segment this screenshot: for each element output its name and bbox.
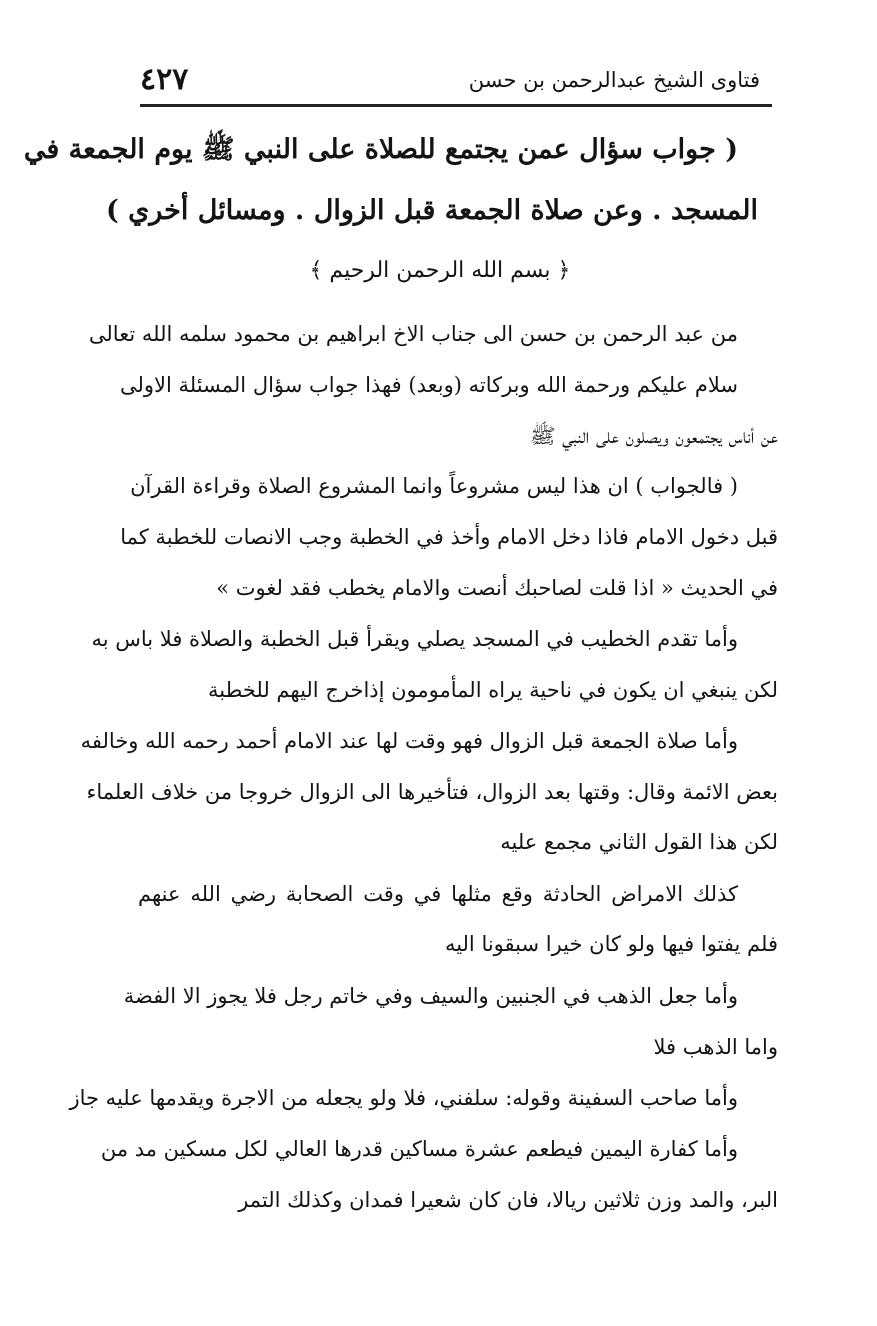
text-line: البر، والمد وزن ثلاثين ريالا، فان كان شعيرا فمدان وكذلك التمر — [238, 1188, 778, 1212]
text-line: لكن هذا القول الثاني مجمع عليه — [500, 830, 778, 854]
text-line: قبل دخول الامام فاذا دخل الامام وأخذ في الخطبة وجب الانصات للخطبة كما — [120, 525, 778, 549]
text-line: فلم يفتوا فيها ولو كان خيرا سبقونا اليه — [444, 932, 778, 956]
text-line: من عبد الرحمن بن حسن الى جناب الاخ ابراهيم بن محمود سلمه الله تعالى — [88, 322, 738, 346]
running-title: فتاوى الشيخ عبدالرحمن بن حسن — [468, 68, 760, 92]
text-line: ( فالجواب ) ان هذا ليس مشروعاً وانما المشروع الصلاة وقراءة القرآن — [130, 474, 738, 498]
text-line: كذلك الامراض الحادثة وقع مثلها في وقت الصحابة رضي الله عنهم — [138, 882, 738, 906]
text-line: وأما جعل الذهب في الجنبين والسيف وفي خاتم رجل فلا يجوز الا الفضة — [123, 984, 738, 1008]
text-line: عن أناس يجتمعون ويصلون على النبي ﷺ — [530, 424, 778, 448]
text-line: سلام عليكم ورحمة الله وبركاته (وبعد) فهذا جواب سؤال المسئلة الاولى — [119, 373, 738, 397]
text-line: بعض الائمة وقال: وقتها بعد الزوال، فتأخيرها الى الزوال خروجا من خلاف العلماء — [86, 780, 778, 804]
page-header — [140, 62, 760, 102]
text-line: واما الذهب فلا — [653, 1035, 778, 1059]
text-line: وأما كفارة اليمين فيطعم عشرة مساكين قدرها العالي لكل مسكين مد من — [100, 1137, 738, 1161]
text-line: وأما صاحب السفينة وقوله: سلفني، فلا ولو يجعله من الاجرة ويقدمها عليه جاز — [69, 1086, 738, 1110]
header-rule — [140, 104, 772, 107]
text-line: وأما تقدم الخطيب في المسجد يصلي ويقرأ قبل الخطبة والصلاة فلا باس به — [91, 627, 738, 651]
text-line: وأما صلاة الجمعة قبل الزوال فهو وقت لها عند الامام أحمد رحمه الله وخالفه — [80, 729, 738, 753]
text-line: في الحديث « اذا قلت لصاحبك أنصت والامام يخطب فقد لغوت » — [216, 576, 778, 600]
title-line: ( جواب سؤال عمن يجتمع للصلاة على النبي ﷺ يوم الجمعة في — [23, 134, 738, 165]
page-number: ٤٢٧ — [140, 62, 189, 97]
basmala: ﴿ بسم الله الرحمن الرحيم ﴾ — [309, 258, 571, 283]
title-line: المسجد . وعن صلاة الجمعة قبل الزوال . ومسائل أخري ) — [105, 195, 758, 226]
text-line: لكن ينبغي ان يكون في ناحية يراه المأمومون إذاخرج اليهم للخطبة — [208, 678, 778, 702]
